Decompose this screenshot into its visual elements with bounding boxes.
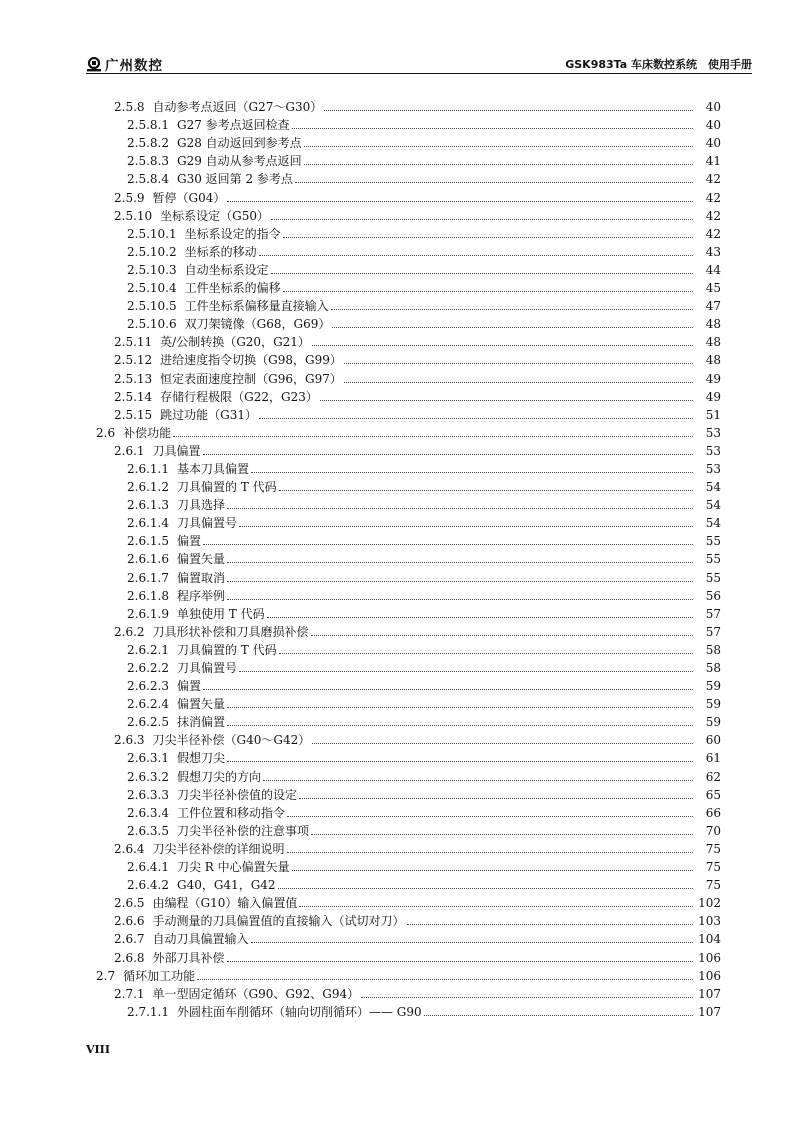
toc-entry-number: 2.6.1.8	[127, 588, 169, 603]
toc-entry[interactable]	[96, 820, 721, 838]
toc-entry-title: 补偿功能	[123, 425, 172, 440]
toc-entry-title: 偏置取消	[176, 570, 225, 585]
toc-entry[interactable]	[96, 983, 721, 1001]
toc-entry-page: 55	[705, 570, 721, 585]
toc-entry-page: 58	[705, 642, 721, 657]
toc-entry-number: 2.6.7	[114, 932, 145, 947]
toc-entry-title: 单一型固定循环（G90、G92、G94）	[152, 986, 360, 1001]
toc-entry-number: 2.7.1	[114, 986, 145, 1001]
toc-entry-title: 单独使用 T 代码	[176, 606, 265, 621]
toc-leader-dots	[424, 1014, 693, 1016]
toc-entry-number: 2.7.1.1	[127, 1004, 169, 1019]
toc-leader-dots	[320, 399, 693, 401]
toc-entry-title: 刀尖半径补偿的注意事项	[176, 823, 309, 838]
toc-entry-number: 2.6.2.2	[127, 661, 169, 675]
toc-entry-number: 2.5.13	[114, 371, 153, 386]
toc-leader-dots	[227, 760, 693, 762]
toc-entry-number: 2.5.10	[114, 208, 153, 223]
toc-entry-title: 假想刀尖的方向	[176, 769, 261, 784]
toc-entry-number: 2.6.1.7	[127, 570, 169, 585]
toc-entry[interactable]	[96, 802, 721, 820]
toc-entry[interactable]	[96, 729, 721, 747]
toc-leader-dots	[292, 869, 693, 871]
toc-leader-dots	[279, 652, 693, 654]
toc-entry-page: 51	[705, 407, 721, 422]
toc-entry-number: 2.5.8	[114, 100, 145, 115]
toc-entry-title: 坐标系设定的指令	[184, 226, 281, 241]
toc-entry-title: 循环加工功能	[123, 968, 196, 983]
toc-leader-dots	[407, 923, 693, 925]
toc-entry-page: 44	[705, 262, 721, 277]
logo-text: 广州数控	[105, 58, 163, 74]
toc-entry-title: 刀尖半径补偿的详细说明	[152, 841, 285, 856]
toc-entry-number: 2.7	[96, 968, 116, 983]
toc-entry-page: 48	[705, 335, 721, 350]
toc-entry-title: 手动测量的刀具偏置值的直接输入（试切对刀）	[152, 914, 405, 929]
toc-entry-page: 59	[705, 697, 721, 712]
toc-entry[interactable]	[96, 675, 721, 693]
toc-leader-dots	[197, 978, 693, 980]
toc-entry[interactable]	[96, 494, 721, 512]
toc-entry-number: 2.6.4.2	[127, 878, 169, 893]
toc-entry-title: 偏置	[176, 679, 201, 694]
toc-entry[interactable]	[96, 277, 721, 295]
toc-entry-title: G28 自动返回到参考点	[176, 136, 302, 151]
toc-leader-dots	[344, 381, 693, 383]
toc-entry-title: 自动参考点返回（G27～G30）	[152, 100, 323, 115]
toc-entry-page: 40	[705, 136, 721, 151]
toc-entry-page: 56	[705, 588, 721, 603]
toc-entry-number: 2.5.11	[114, 335, 153, 350]
toc-leader-dots	[331, 308, 693, 310]
toc-leader-dots	[311, 634, 693, 636]
toc-entry-page: 61	[705, 751, 721, 766]
toc-entry[interactable]	[96, 784, 721, 802]
toc-leader-dots	[332, 326, 693, 328]
toc-entry-number: 2.5.8.2	[127, 136, 169, 151]
toc-entry-number: 2.6.3.4	[127, 805, 169, 820]
toc-leader-dots	[259, 254, 693, 256]
toc-entry-title: 跳过功能（G31）	[160, 407, 258, 422]
toc-entry[interactable]	[96, 186, 721, 204]
toc-leader-dots	[279, 489, 693, 491]
toc-entry-title: 英/公制转换（G20，G21）	[160, 335, 310, 350]
toc-leader-dots	[203, 688, 693, 690]
toc-entry-page: 70	[705, 823, 721, 838]
toc-leader-dots	[283, 236, 693, 238]
toc-leader-dots	[287, 815, 693, 817]
toc-entry[interactable]	[96, 621, 721, 639]
toc-leader-dots	[239, 670, 693, 672]
toc-entry[interactable]	[96, 856, 721, 874]
toc-entry-number: 2.5.8.3	[127, 154, 169, 169]
toc-entry-number: 2.6.3.3	[127, 787, 169, 802]
toc-entry[interactable]	[96, 965, 721, 983]
toc-entry[interactable]	[96, 639, 721, 657]
toc-leader-dots	[227, 200, 693, 202]
toc-entry-number: 2.6.1.2	[127, 480, 169, 495]
table-of-contents	[96, 96, 721, 1019]
toc-entry-page: 47	[705, 299, 721, 314]
toc-entry[interactable]	[96, 585, 721, 603]
gsk-logo-icon	[86, 57, 102, 72]
toc-entry-number: 2.6	[96, 425, 116, 440]
toc-leader-dots	[299, 905, 693, 907]
toc-entry-number: 2.6.4	[114, 841, 145, 856]
toc-leader-dots	[278, 887, 693, 889]
toc-entry-title: G29 自动从参考点返回	[176, 154, 302, 169]
toc-entry-number: 2.6.2.5	[127, 715, 169, 730]
toc-entry-title: 由编程（G10）输入偏置值	[152, 896, 298, 911]
page-number: VIII	[86, 1043, 110, 1056]
toc-entry-number: 2.6.2.4	[127, 697, 169, 712]
toc-entry-title: G40，G41，G42	[176, 878, 276, 893]
toc-leader-dots	[227, 580, 693, 582]
toc-leader-dots	[283, 290, 693, 292]
toc-entry-title: 工件位置和移动指令	[176, 805, 285, 820]
toc-leader-dots	[267, 616, 693, 618]
toc-leader-dots	[251, 941, 693, 943]
toc-entry-page: 75	[705, 860, 721, 875]
toc-leader-dots	[271, 218, 693, 220]
toc-entry[interactable]	[96, 114, 721, 132]
toc-entry-title: 暂停（G04）	[152, 190, 226, 205]
toc-entry-title: 自动刀具偏置输入	[152, 932, 249, 947]
toc-leader-dots	[227, 724, 693, 726]
toc-entry[interactable]	[96, 96, 721, 114]
toc-entry-page: 40	[705, 118, 721, 133]
toc-entry-title: 刀具偏置的 T 代码	[176, 480, 277, 495]
toc-entry-number: 2.6.1.3	[127, 498, 169, 513]
toc-entry-page: 104	[698, 932, 721, 947]
toc-entry-number: 2.6.3.1	[127, 751, 169, 766]
toc-entry[interactable]	[96, 404, 721, 422]
toc-entry-title: 刀具选择	[176, 498, 225, 513]
toc-entry[interactable]	[96, 603, 721, 621]
toc-entry-page: 107	[698, 986, 721, 1001]
toc-entry[interactable]	[96, 458, 721, 476]
toc-entry[interactable]	[96, 349, 721, 367]
toc-leader-dots	[312, 742, 693, 744]
toc-leader-dots	[271, 272, 693, 274]
toc-entry-page: 106	[698, 968, 721, 983]
toc-entry-number: 2.6.3	[114, 733, 145, 748]
toc-entry-title: 偏置	[176, 534, 201, 549]
toc-leader-dots	[344, 362, 693, 364]
toc-entry[interactable]	[96, 1001, 721, 1019]
toc-entry-title: 外圆柱面车削循环（轴向切削循环）—— G90	[176, 1004, 422, 1019]
toc-entry-page: 103	[698, 914, 721, 929]
toc-leader-dots	[295, 181, 693, 183]
toc-entry-number: 2.6.3.5	[127, 823, 169, 838]
toc-leader-dots	[203, 453, 693, 455]
toc-entry-page: 42	[705, 226, 721, 241]
toc-entry-title: 假想刀尖	[176, 751, 225, 766]
toc-entry-page: 42	[705, 190, 721, 205]
toc-entry-page: 57	[705, 606, 721, 621]
toc-entry-page: 40	[705, 100, 721, 115]
company-logo	[86, 54, 163, 74]
toc-entry-title: 程序举例	[176, 588, 225, 603]
toc-entry-number: 2.5.10.3	[127, 262, 177, 277]
toc-leader-dots	[311, 833, 693, 835]
toc-entry-page: 41	[705, 154, 721, 169]
toc-entry-page: 45	[705, 281, 721, 296]
toc-entry-page: 102	[698, 896, 721, 911]
toc-entry[interactable]	[96, 295, 721, 313]
toc-leader-dots	[239, 525, 693, 527]
toc-entry-number: 2.5.10.5	[127, 299, 177, 314]
toc-entry[interactable]	[96, 150, 721, 168]
toc-entry-title: 双刀架镜像（G68，G69）	[184, 317, 331, 332]
toc-entry-number: 2.6.5	[114, 896, 145, 911]
toc-entry-number: 2.6.2.3	[127, 679, 169, 694]
toc-entry-number: 2.6.6	[114, 914, 145, 929]
toc-leader-dots	[304, 145, 693, 147]
toc-entry-number: 2.5.9	[114, 190, 145, 205]
toc-entry-number: 2.5.8.4	[127, 172, 169, 187]
toc-entry-number: 2.5.12	[114, 353, 153, 368]
toc-leader-dots	[227, 706, 693, 708]
toc-entry-title: 刀具偏置号	[176, 516, 237, 531]
toc-entry-page: 59	[705, 679, 721, 694]
toc-entry[interactable]	[96, 386, 721, 404]
toc-entry[interactable]	[96, 838, 721, 856]
toc-entry-title: 进给速度指令切换（G98，G99）	[160, 353, 342, 368]
toc-leader-dots	[259, 417, 693, 419]
toc-entry-page: 49	[705, 371, 721, 386]
toc-entry-title: 基本刀具偏置	[176, 461, 249, 476]
toc-entry[interactable]	[96, 530, 721, 548]
toc-entry-page: 106	[698, 950, 721, 965]
toc-entry[interactable]	[96, 548, 721, 566]
toc-leader-dots	[227, 598, 693, 600]
toc-entry-number: 2.5.10.4	[127, 281, 177, 296]
toc-entry-title: 存储行程极限（G22，G23）	[160, 389, 318, 404]
toc-entry-number: 2.5.8.1	[127, 118, 169, 133]
toc-entry-page: 54	[705, 480, 721, 495]
toc-entry-title: 工件坐标系偏移量直接输入	[184, 299, 329, 314]
toc-entry-page: 42	[705, 172, 721, 187]
toc-leader-dots	[361, 996, 693, 998]
toc-entry-title: 抹消偏置	[176, 715, 225, 730]
toc-entry-page: 65	[705, 787, 721, 802]
toc-entry-title: 刀尖半径补偿（G40～G42）	[152, 733, 311, 748]
toc-leader-dots	[173, 435, 693, 437]
toc-entry-page: 49	[705, 389, 721, 404]
toc-entry-number: 2.5.10.2	[127, 244, 177, 259]
toc-leader-dots	[203, 543, 693, 545]
toc-entry-title: 偏置矢量	[176, 552, 225, 567]
toc-entry-number: 2.6.3.2	[127, 769, 169, 784]
toc-entry-title: 刀尖 R 中心偏置矢量	[176, 860, 290, 875]
toc-entry-number: 2.5.10.1	[127, 226, 177, 241]
toc-entry-number: 2.5.10.6	[127, 317, 177, 332]
toc-leader-dots	[227, 561, 693, 563]
toc-entry[interactable]	[96, 259, 721, 277]
toc-entry-page: 66	[705, 805, 721, 820]
toc-entry-page: 62	[705, 769, 721, 784]
toc-entry[interactable]	[96, 205, 721, 223]
toc-entry-number: 2.6.2	[114, 624, 145, 639]
toc-entry[interactable]	[96, 910, 721, 928]
toc-leader-dots	[287, 851, 693, 853]
toc-entry-page: 59	[705, 715, 721, 730]
toc-entry-page: 55	[705, 552, 721, 567]
toc-entry-title: 刀具偏置	[152, 443, 201, 458]
toc-entry[interactable]	[96, 422, 721, 440]
toc-entry[interactable]	[96, 765, 721, 783]
toc-entry-title: 偏置矢量	[176, 697, 225, 712]
toc-entry-page: 53	[705, 461, 721, 476]
toc-entry-title: 外部刀具补偿	[152, 950, 225, 965]
toc-entry-page: 57	[705, 624, 721, 639]
toc-entry-number: 2.6.8	[114, 950, 145, 965]
toc-entry-title: 坐标系的移动	[184, 244, 257, 259]
toc-entry[interactable]	[96, 657, 721, 675]
toc-entry-title: 刀具偏置的 T 代码	[176, 642, 277, 657]
toc-entry[interactable]	[96, 367, 721, 385]
page-header	[86, 52, 752, 74]
toc-leader-dots	[312, 344, 693, 346]
toc-entry-page: 54	[705, 498, 721, 513]
toc-entry-number: 2.6.1.4	[127, 516, 169, 531]
toc-entry-title: 坐标系设定（G50）	[160, 208, 270, 223]
toc-entry[interactable]	[96, 946, 721, 964]
toc-entry[interactable]	[96, 440, 721, 458]
toc-entry[interactable]	[96, 223, 721, 241]
toc-entry-number: 2.6.1.9	[127, 606, 169, 621]
toc-entry-number: 2.6.1	[114, 443, 145, 458]
toc-entry-page: 55	[705, 534, 721, 549]
toc-entry[interactable]	[96, 132, 721, 150]
toc-entry-title: 刀尖半径补偿值的设定	[176, 787, 297, 802]
toc-leader-dots	[227, 507, 693, 509]
toc-entry[interactable]	[96, 874, 721, 892]
toc-entry-page: 48	[705, 317, 721, 332]
toc-entry[interactable]	[96, 566, 721, 584]
toc-entry-title: 恒定表面速度控制（G96，G97）	[160, 371, 342, 386]
toc-entry-title: 刀具偏置号	[176, 661, 237, 675]
toc-entry[interactable]	[96, 711, 721, 729]
toc-entry-page: 54	[705, 516, 721, 531]
toc-entry-title: 刀具形状补偿和刀具磨损补偿	[152, 624, 309, 639]
toc-entry[interactable]	[96, 512, 721, 530]
toc-entry-title: G30 返回第 2 参考点	[176, 172, 293, 187]
toc-leader-dots	[304, 163, 693, 165]
header-rule	[86, 73, 752, 74]
toc-leader-dots	[251, 471, 693, 473]
toc-entry-page: 53	[705, 425, 721, 440]
toc-entry[interactable]	[96, 476, 721, 494]
toc-leader-dots	[263, 779, 693, 781]
toc-leader-dots	[299, 797, 693, 799]
document-title: GSK983Ta 车床数控系统 使用手册	[565, 58, 752, 71]
toc-entry-number: 2.6.1.6	[127, 552, 169, 567]
toc-entry-page: 42	[705, 208, 721, 223]
toc-entry-page: 75	[705, 878, 721, 893]
toc-entry[interactable]	[96, 168, 721, 186]
toc-entry-page: 107	[698, 1004, 721, 1019]
toc-entry-title: 自动坐标系设定	[184, 262, 269, 277]
toc-entry-number: 2.5.15	[114, 407, 153, 422]
toc-entry-page: 48	[705, 353, 721, 368]
toc-entry-page: 58	[705, 661, 721, 675]
toc-entry-number: 2.6.4.1	[127, 860, 169, 875]
toc-entry-page: 53	[705, 443, 721, 458]
toc-leader-dots	[292, 127, 693, 129]
toc-entry-title: 工件坐标系的偏移	[184, 281, 281, 296]
toc-entry-number: 2.5.14	[114, 389, 153, 404]
toc-entry[interactable]	[96, 313, 721, 331]
toc-entry[interactable]	[96, 693, 721, 711]
toc-entry-page: 60	[705, 733, 721, 748]
toc-entry-number: 2.6.2.1	[127, 642, 169, 657]
toc-entry-page: 43	[705, 244, 721, 259]
toc-entry[interactable]	[96, 747, 721, 765]
toc-entry[interactable]	[96, 331, 721, 349]
toc-entry-number: 2.6.1.1	[127, 461, 169, 476]
toc-entry[interactable]	[96, 241, 721, 259]
toc-leader-dots	[227, 960, 693, 962]
toc-leader-dots	[324, 109, 693, 111]
toc-entry-title: G27 参考点返回检查	[176, 118, 290, 133]
toc-entry[interactable]	[96, 892, 721, 910]
toc-entry-page: 75	[705, 841, 721, 856]
toc-entry-number: 2.6.1.5	[127, 534, 169, 549]
toc-entry[interactable]	[96, 928, 721, 946]
